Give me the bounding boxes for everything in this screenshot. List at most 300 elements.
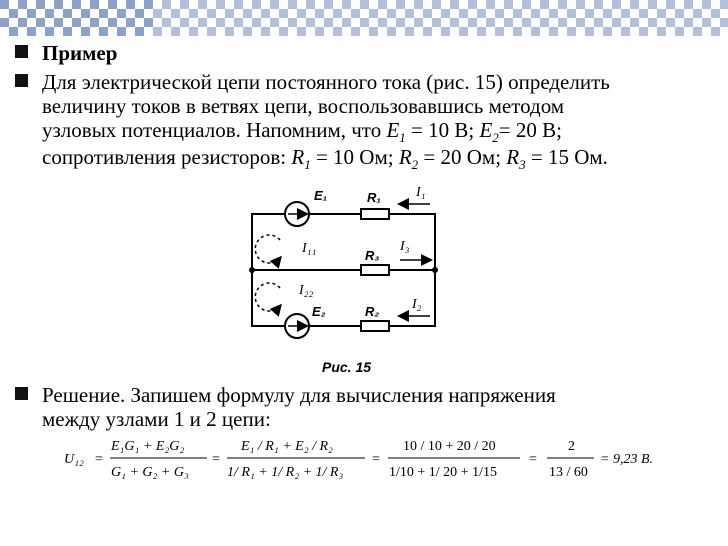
resistor-r1 [361,209,389,219]
checker-square [522,0,531,9]
checker-square [459,18,468,27]
checker-square [0,0,9,9]
checker-square [207,27,216,36]
checker-square [531,18,540,27]
text-segment: узловых потенциалов. Напомним, что [42,118,387,142]
checker-square [720,9,728,18]
checker-square [180,27,189,36]
checker-square [180,0,189,9]
checker-square [432,27,441,36]
checker-square [153,0,162,9]
text-segment: = 20 Ом; [418,145,507,169]
checker-square [711,0,720,9]
checker-square [126,0,135,9]
checker-square [387,9,396,18]
bullet-icon [15,45,28,58]
checker-square [81,9,90,18]
checker-square [396,0,405,9]
checker-square [711,9,720,18]
checker-square [612,18,621,27]
checker-square [261,27,270,36]
text-segment: сопротивления резисторов: [42,145,292,169]
checker-square [594,18,603,27]
checker-square [315,18,324,27]
checker-square [306,27,315,36]
problem-line-1: Для электрической цепи постоянного тока (рис. 15) определить [42,70,610,94]
checker-square [504,18,513,27]
checker-square [558,9,567,18]
checker-square [18,9,27,18]
checker-square [45,9,54,18]
checker-square [585,27,594,36]
checker-square [333,18,342,27]
checker-square [243,18,252,27]
checker-square [531,0,540,9]
checker-square [675,0,684,9]
fraction-3-denominator: 1/10 + 1/ 20 + 1/15 [389,465,497,480]
checker-square [495,27,504,36]
checker-square [117,27,126,36]
checker-square [648,27,657,36]
checker-square [657,0,666,9]
fraction-2-denominator: 1/ R₁ + 1/ R₂ + 1/ R₃ [227,465,344,480]
checker-square [180,18,189,27]
checker-square [441,0,450,9]
example-title: Пример [42,41,118,65]
checker-square [639,0,648,9]
checker-square [36,27,45,36]
checker-square [162,0,171,9]
checker-square [27,18,36,27]
bullet-icon [15,74,28,87]
checker-square [576,9,585,18]
checker-square [216,9,225,18]
checker-square [126,27,135,36]
checker-square [657,18,666,27]
checker-square [387,0,396,9]
checker-square [351,27,360,36]
checker-square [594,0,603,9]
checker-square [117,18,126,27]
checker-square [216,18,225,27]
checker-square [450,18,459,27]
checker-square [144,0,153,9]
label-e2: E₂ [312,304,326,319]
checker-square [198,27,207,36]
checker-square [189,9,198,18]
checker-square [45,27,54,36]
checker-square [207,9,216,18]
checker-square [90,27,99,36]
checker-square [720,0,728,9]
checker-square [153,9,162,18]
checker-square [9,18,18,27]
checker-square [72,18,81,27]
checker-square [630,18,639,27]
label-i2: I₂ [412,297,422,312]
checker-square [630,27,639,36]
checker-square [441,27,450,36]
checker-square [81,0,90,9]
fraction-4-numerator: 2 [568,439,575,454]
checker-square [522,18,531,27]
checker-square [405,18,414,27]
checker-square [288,9,297,18]
checker-square [171,18,180,27]
fraction-3-numerator: 10 / 10 + 20 / 20 [403,439,496,454]
checker-square [549,18,558,27]
checker-square [369,27,378,36]
checker-square [342,9,351,18]
checker-square [54,0,63,9]
checker-square [504,0,513,9]
checker-square [576,18,585,27]
checker-square [324,27,333,36]
checker-square [531,27,540,36]
checker-square [153,27,162,36]
node-left [249,267,255,273]
text-segment: = 10 В; [405,118,480,142]
checker-square [450,9,459,18]
checker-square [369,9,378,18]
checker-square [594,27,603,36]
checker-square [261,18,270,27]
checker-square [522,9,531,18]
checker-square [36,0,45,9]
label-r3: R₃ [365,248,380,263]
checker-square [549,27,558,36]
checker-square [432,9,441,18]
checker-square [423,27,432,36]
checker-square [216,0,225,9]
checker-square [153,18,162,27]
checker-square [711,18,720,27]
checker-square [693,18,702,27]
checker-square [540,18,549,27]
checker-square [702,9,711,18]
checker-square [234,9,243,18]
checker-square [162,9,171,18]
checker-square [216,27,225,36]
checker-square [387,18,396,27]
checker-square [459,9,468,18]
checker-square [396,18,405,27]
checker-square [423,9,432,18]
problem-line-2: величину токов в ветвях цепи, воспользовавшись методом [42,94,565,118]
checker-square [423,18,432,27]
checker-square [27,27,36,36]
checker-square [540,27,549,36]
checker-square [9,9,18,18]
checker-square [18,0,27,9]
checker-square [684,27,693,36]
checker-square [459,0,468,9]
checker-square [621,18,630,27]
checker-square [540,0,549,9]
checker-square [36,18,45,27]
checker-square [189,0,198,9]
formula-eq: = [212,452,220,467]
checker-square [711,27,720,36]
checker-square [144,18,153,27]
checker-square [333,27,342,36]
checker-square [207,0,216,9]
checker-square [648,0,657,9]
checker-square [315,9,324,18]
checker-square [594,9,603,18]
checker-square [405,9,414,18]
checker-square [486,27,495,36]
checker-square [63,18,72,27]
checker-square [378,0,387,9]
checker-square [513,27,522,36]
checker-square [567,18,576,27]
checker-square [288,0,297,9]
checker-square [459,27,468,36]
checker-square [225,0,234,9]
checker-square [315,0,324,9]
checker-square [630,9,639,18]
checker-square [135,18,144,27]
checker-square [441,18,450,27]
checker-square [45,18,54,27]
label-i3: I₃ [400,239,410,254]
checker-square [675,9,684,18]
checker-square [27,9,36,18]
var-r1: $R_1$ [291,145,311,173]
checker-square [333,9,342,18]
checker-square [351,9,360,18]
checker-square [486,18,495,27]
checker-square [63,0,72,9]
checker-square [468,18,477,27]
checker-square [666,0,675,9]
checker-square [558,27,567,36]
checker-square [477,9,486,18]
checker-square [144,27,153,36]
checker-square [54,27,63,36]
checker-square [189,27,198,36]
checker-square [117,0,126,9]
checker-square [99,0,108,9]
checker-square [279,9,288,18]
checker-square [603,27,612,36]
checker-square [225,18,234,27]
checker-square [333,0,342,9]
checker-square [306,9,315,18]
checker-square [603,18,612,27]
checker-square [360,0,369,9]
checker-square [243,9,252,18]
checker-square [684,18,693,27]
checker-square [432,0,441,9]
checker-square [351,0,360,9]
checker-square [252,18,261,27]
checker-square [603,0,612,9]
checker-square [585,9,594,18]
solution-line-2: между узлами 1 и 2 цепи: [42,407,271,431]
checker-square [81,27,90,36]
checker-square [99,18,108,27]
checker-square [126,9,135,18]
checker-square [135,0,144,9]
checker-square [225,27,234,36]
checker-square [36,9,45,18]
checker-square [72,0,81,9]
checker-square [315,27,324,36]
checker-square [270,9,279,18]
checker-square [684,9,693,18]
checker-square [612,27,621,36]
checker-square [360,27,369,36]
checker-square [693,0,702,9]
circuit-diagram [230,180,470,380]
checker-square [297,27,306,36]
checker-square [99,27,108,36]
checker-square [504,9,513,18]
checker-square [477,27,486,36]
checker-square [576,0,585,9]
fraction-4-denominator: 13 / 60 [549,465,588,480]
var-e1: $E_1$ [386,118,406,146]
checker-square [270,27,279,36]
checker-square [45,0,54,9]
formula-eq: = [372,452,380,467]
checker-square [279,18,288,27]
checker-square [342,18,351,27]
checker-square [243,0,252,9]
checker-square [306,18,315,27]
checker-square [135,27,144,36]
checker-square [378,27,387,36]
problem-line-4 [42,145,608,177]
checker-square [639,27,648,36]
checker-square [639,18,648,27]
checker-square [225,9,234,18]
checker-square [432,18,441,27]
checker-square [171,0,180,9]
checker-square [702,18,711,27]
checker-square [477,18,486,27]
formula [62,434,682,484]
checker-square [54,18,63,27]
checker-square [369,0,378,9]
checker-square [702,27,711,36]
checker-square [108,18,117,27]
checker-square [531,9,540,18]
label-i11: I₁₁ [302,241,317,256]
bullet-icon [15,387,28,400]
checker-square [612,9,621,18]
checker-square [198,0,207,9]
checker-square [657,9,666,18]
solution-line-1: Решение. Запишем формулу для вычисления напряжения [42,383,556,407]
checker-square [675,27,684,36]
checker-square [297,0,306,9]
checker-square [0,27,9,36]
checker-square [378,9,387,18]
checker-square [117,9,126,18]
checker-square [450,0,459,9]
checker-square [468,9,477,18]
checker-square [351,18,360,27]
checker-square [63,27,72,36]
checker-square [369,18,378,27]
checker-square [414,9,423,18]
checker-square [657,27,666,36]
checker-square [684,0,693,9]
label-r1: R₁ [367,190,381,205]
text-segment: = 10 Ом; [310,145,399,169]
checker-square [171,27,180,36]
checker-square [504,27,513,36]
text-segment: = 20 В; [498,118,562,142]
checker-square [585,18,594,27]
checker-square [243,27,252,36]
checker-square [324,9,333,18]
fraction-1-numerator: E₁G₁ + E₂G₂ [111,439,185,454]
checker-square [189,18,198,27]
checker-square [522,27,531,36]
formula-eq: = [95,452,103,467]
checker-square [423,0,432,9]
text-segment: = 15 Ом. [525,145,608,169]
checker-square [234,27,243,36]
checker-square [495,0,504,9]
node-right [432,267,438,273]
checker-square [576,27,585,36]
checker-square [495,18,504,27]
checker-square [198,9,207,18]
checker-square [0,9,9,18]
checker-square [468,0,477,9]
checker-square [288,27,297,36]
checker-square [486,9,495,18]
checker-square [720,27,728,36]
checker-square [252,9,261,18]
checker-square [18,27,27,36]
checker-square [261,0,270,9]
checker-square [558,18,567,27]
checker-square [171,9,180,18]
checker-square [108,9,117,18]
checker-square [477,0,486,9]
checker-square [567,0,576,9]
checker-square [288,18,297,27]
checker-square [270,0,279,9]
checker-square [513,18,522,27]
checker-square [648,9,657,18]
checker-square [297,18,306,27]
figure-caption: Рис. 15 [322,359,372,375]
checker-square [540,9,549,18]
checker-square [378,18,387,27]
checker-square [252,27,261,36]
formula-eq: = [529,452,537,467]
checker-square [126,18,135,27]
checker-square [396,9,405,18]
checker-square [360,9,369,18]
checker-square [648,18,657,27]
checker-square [144,9,153,18]
checker-square [0,18,9,27]
label-e1: E₁ [314,188,328,203]
checker-square [324,18,333,27]
checker-square [324,0,333,9]
checker-square [693,27,702,36]
resistor-r3 [361,265,389,275]
checker-square [414,18,423,27]
